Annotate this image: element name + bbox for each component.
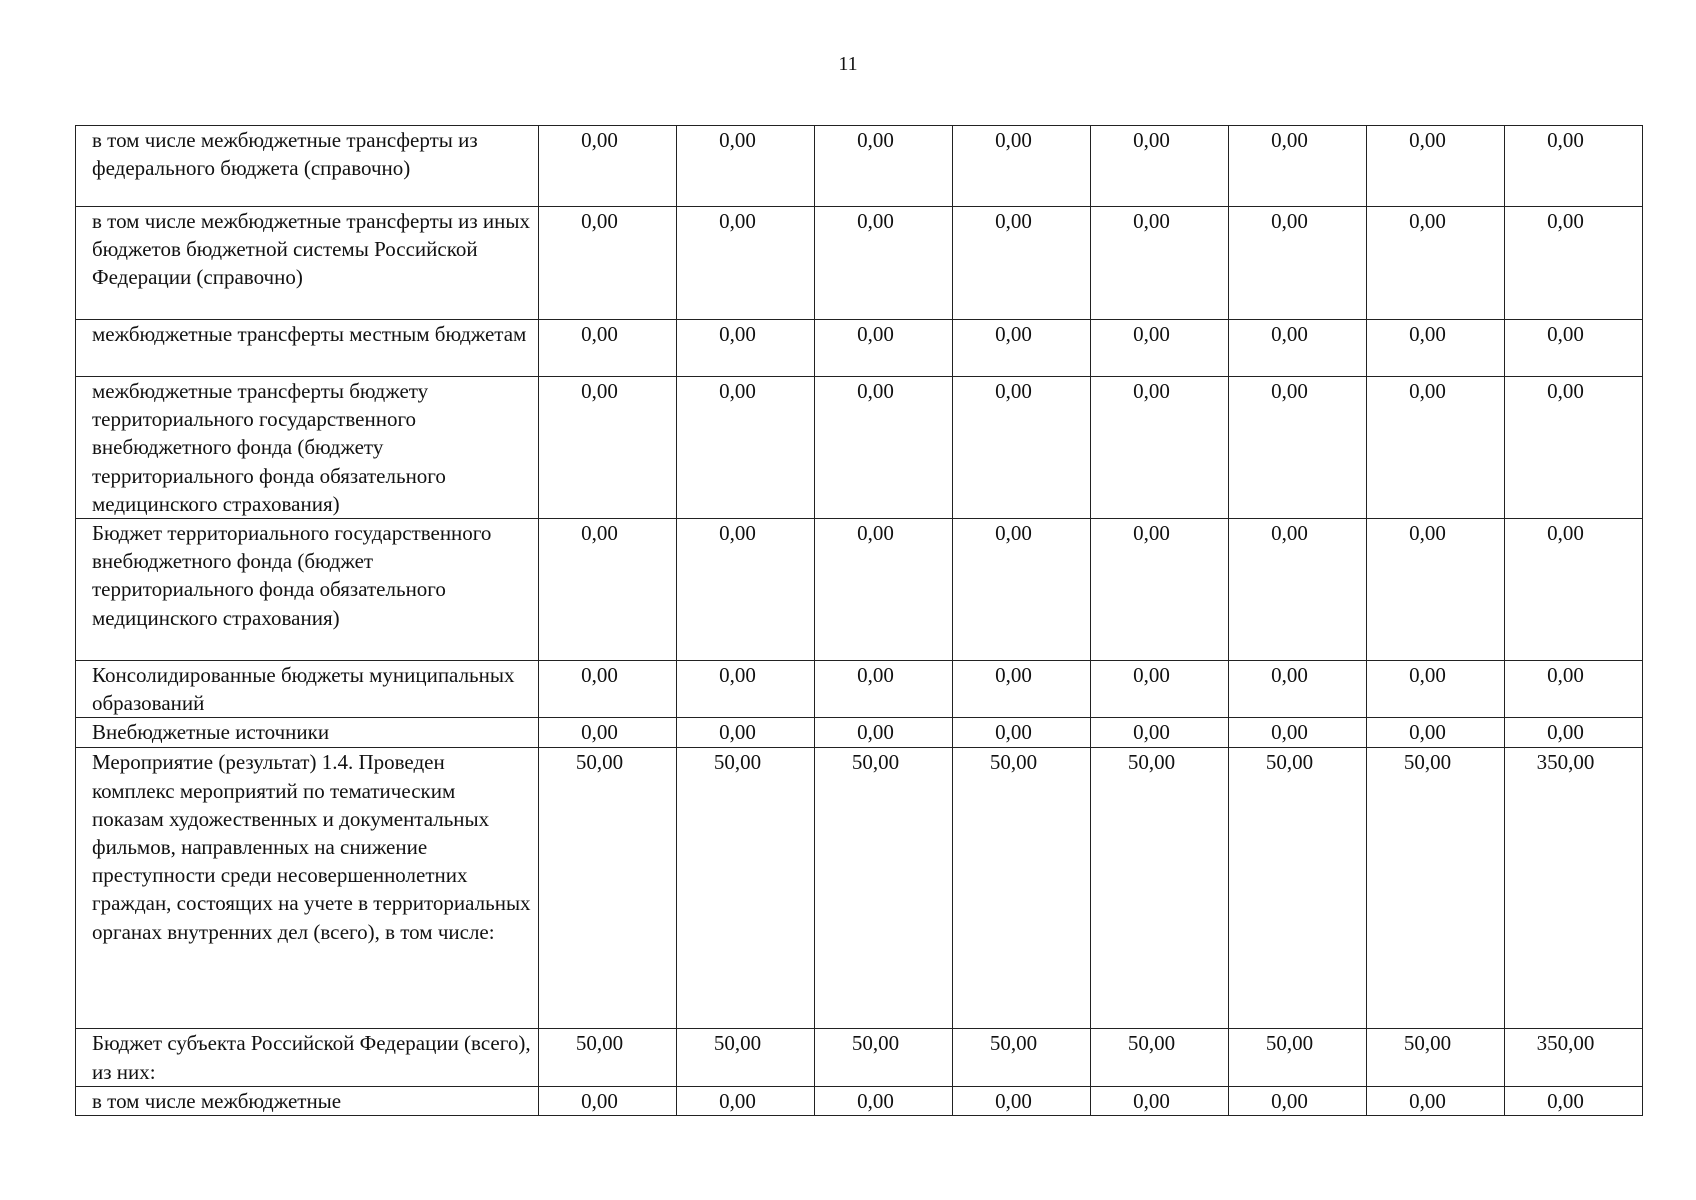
cell-value: 0,00 [581,663,618,688]
cell-value: 0,00 [1133,521,1170,546]
value-cell [1091,1029,1229,1086]
cell-value: 0,00 [1271,521,1308,546]
value-cell [1091,126,1229,207]
value-cell [539,519,677,661]
value-cell [1091,661,1229,718]
cell-value: 0,00 [1271,128,1308,152]
cell-value: 50,00 [1127,1031,1176,1056]
value-cell [1367,661,1505,718]
table-row [76,1086,1643,1115]
cell-value: 50,00 [713,1031,762,1056]
table-row [76,1029,1643,1086]
value-cell [539,1086,677,1115]
cell-value: 0,00 [1547,128,1584,152]
cell-value: 0,00 [1133,209,1170,233]
value-cell [815,377,953,519]
row-label: межбюджетные трансферты бюджету территориального государственного внебюджетного фонда (бюджету территориального фонда обязательного медицинского страхования) [76,377,539,519]
cell-value: 0,00 [1547,521,1584,546]
row-label: в том числе межбюджетные трансферты из федерального бюджета (справочно) [76,126,539,207]
cell-value: 0,00 [719,720,756,745]
table-row [76,718,1643,748]
value-cell [539,718,677,748]
cell-value: 0,00 [857,720,894,745]
value-cell [1229,748,1367,1029]
value-cell [953,661,1091,718]
row-label: Внебюджетные источники [76,718,539,748]
value-cell [1091,1086,1229,1115]
row-label: в том числе межбюджетные трансферты из иных бюджетов бюджетной системы Российской Федерации (справочно) [76,207,539,320]
value-cell [539,377,677,519]
value-cell [1091,207,1229,320]
value-cell [953,377,1091,519]
value-cell [1505,519,1643,661]
cell-value: 0,00 [1409,379,1446,403]
cell-value: 0,00 [581,521,618,546]
cell-value: 0,00 [581,1088,618,1113]
cell-value: 0,00 [1547,663,1584,688]
value-cell [1505,377,1643,519]
value-cell [1505,207,1643,320]
cell-value: 50,00 [989,1031,1038,1056]
value-cell [1367,320,1505,377]
value-cell [1229,661,1367,718]
cell-value: 0,00 [1547,379,1584,403]
value-cell [815,661,953,718]
row-label: Консолидированные бюджеты муниципальных образований [76,661,539,718]
cell-value: 50,00 [713,750,762,775]
value-cell [953,126,1091,207]
value-cell [1229,1029,1367,1086]
cell-value: 0,00 [581,128,618,152]
cell-value: 0,00 [857,663,894,688]
value-cell [677,748,815,1029]
table-row [76,661,1643,718]
value-cell [1505,1029,1643,1086]
value-cell [1367,1086,1505,1115]
value-cell [1229,207,1367,320]
cell-value: 0,00 [1409,209,1446,233]
value-cell [815,207,953,320]
value-cell [539,748,677,1029]
value-cell [539,661,677,718]
value-cell [539,320,677,377]
cell-value: 0,00 [857,379,894,403]
value-cell [953,1029,1091,1086]
table-row [76,320,1643,377]
cell-value: 0,00 [581,209,618,233]
cell-value: 0,00 [995,1088,1032,1113]
cell-value: 0,00 [857,128,894,152]
cell-value: 0,00 [1271,663,1308,688]
cell-value: 0,00 [719,322,756,346]
cell-value: 50,00 [851,750,900,775]
row-label: Бюджет территориального государственного внебюджетного фонда (бюджет территориального фонда обязательного медицинского страхования) [76,519,539,661]
cell-value: 0,00 [719,1088,756,1113]
cell-value: 0,00 [1547,209,1584,233]
cell-value: 0,00 [1133,379,1170,403]
value-cell [1091,748,1229,1029]
value-cell [539,207,677,320]
page-number: 11 [838,53,858,75]
value-cell [677,126,815,207]
value-cell [815,519,953,661]
value-cell [1229,126,1367,207]
cell-value: 0,00 [719,521,756,546]
cell-value: 0,00 [719,128,756,152]
value-cell [815,320,953,377]
cell-value: 0,00 [1271,209,1308,233]
cell-value: 0,00 [995,379,1032,403]
cell-value: 0,00 [1133,1088,1170,1113]
cell-value: 50,00 [575,750,624,775]
cell-value: 0,00 [995,720,1032,745]
value-cell [815,718,953,748]
cell-value: 350,00 [1536,750,1595,775]
cell-value: 0,00 [857,209,894,233]
value-cell [1367,377,1505,519]
cell-value: 0,00 [581,720,618,745]
cell-value: 0,00 [1133,128,1170,152]
value-cell [1367,126,1505,207]
table-row [76,126,1643,207]
cell-value: 0,00 [719,209,756,233]
cell-value: 0,00 [1547,720,1584,745]
table-row [76,519,1643,661]
cell-value: 0,00 [581,322,618,346]
cell-value: 50,00 [1265,750,1314,775]
cell-value: 0,00 [1271,720,1308,745]
cell-value: 0,00 [1409,128,1446,152]
value-cell [953,519,1091,661]
cell-value: 350,00 [1536,1031,1595,1056]
value-cell [953,207,1091,320]
cell-value: 0,00 [857,521,894,546]
row-label: в том числе межбюджетные [76,1086,539,1115]
value-cell [1367,718,1505,748]
cell-value: 0,00 [995,663,1032,688]
value-cell [1367,207,1505,320]
value-cell [953,718,1091,748]
table-row [76,748,1643,1029]
value-cell [1505,661,1643,718]
value-cell [1367,1029,1505,1086]
value-cell [1505,748,1643,1029]
value-cell [1091,377,1229,519]
value-cell [815,748,953,1029]
cell-value: 0,00 [1271,1088,1308,1113]
cell-value: 0,00 [1409,322,1446,346]
cell-value: 0,00 [995,322,1032,346]
cell-value: 0,00 [1133,720,1170,745]
value-cell [1229,519,1367,661]
value-cell [1505,126,1643,207]
cell-value: 0,00 [1271,379,1308,403]
cell-value: 0,00 [995,128,1032,152]
value-cell [1091,320,1229,377]
cell-value: 0,00 [1409,720,1446,745]
value-cell [1367,519,1505,661]
value-cell [1229,320,1367,377]
table-row [76,207,1643,320]
value-cell [539,1029,677,1086]
cell-value: 0,00 [857,1088,894,1113]
cell-value: 0,00 [719,379,756,403]
row-label: Бюджет субъекта Российской Федерации (всего), из них: [76,1029,539,1086]
value-cell [677,519,815,661]
value-cell [677,320,815,377]
cell-value: 0,00 [1271,322,1308,346]
value-cell [1505,718,1643,748]
value-cell [677,377,815,519]
cell-value: 50,00 [1403,1031,1452,1056]
cell-value: 50,00 [851,1031,900,1056]
cell-value: 50,00 [1127,750,1176,775]
cell-value: 0,00 [1409,663,1446,688]
table-row [76,377,1643,519]
value-cell [677,718,815,748]
cell-value: 50,00 [1265,1031,1314,1056]
value-cell [1505,320,1643,377]
value-cell [1367,748,1505,1029]
value-cell [815,1029,953,1086]
cell-value: 0,00 [1133,322,1170,346]
budget-table [75,125,1643,1116]
cell-value: 0,00 [1547,1088,1584,1113]
value-cell [1505,1086,1643,1115]
value-cell [953,748,1091,1029]
value-cell [1229,377,1367,519]
row-label: межбюджетные трансферты местным бюджетам [76,320,539,377]
cell-value: 0,00 [857,322,894,346]
cell-value: 0,00 [719,663,756,688]
value-cell [677,207,815,320]
cell-value: 0,00 [995,209,1032,233]
value-cell [815,1086,953,1115]
cell-value: 50,00 [989,750,1038,775]
cell-value: 50,00 [575,1031,624,1056]
value-cell [539,126,677,207]
cell-value: 50,00 [1403,750,1452,775]
budget-table-body [76,126,1643,1116]
value-cell [815,126,953,207]
cell-value: 0,00 [1409,521,1446,546]
value-cell [1091,718,1229,748]
row-label: Мероприятие (результат) 1.4. Проведен комплекс мероприятий по тематическим показам художественных и документальных фильмов, направленных на снижение преступности среди несовершеннолетних граждан, состоящих на учете в территориальных органах внутренних дел (всего), в том числе: [76,748,539,1029]
value-cell [677,1029,815,1086]
cell-value: 0,00 [995,521,1032,546]
value-cell [953,1086,1091,1115]
value-cell [1229,1086,1367,1115]
value-cell [677,1086,815,1115]
cell-value: 0,00 [1409,1088,1446,1113]
value-cell [677,661,815,718]
cell-value: 0,00 [1547,322,1584,346]
cell-value: 0,00 [1133,663,1170,688]
cell-value: 0,00 [581,379,618,403]
value-cell [1091,519,1229,661]
value-cell [953,320,1091,377]
value-cell [1229,718,1367,748]
